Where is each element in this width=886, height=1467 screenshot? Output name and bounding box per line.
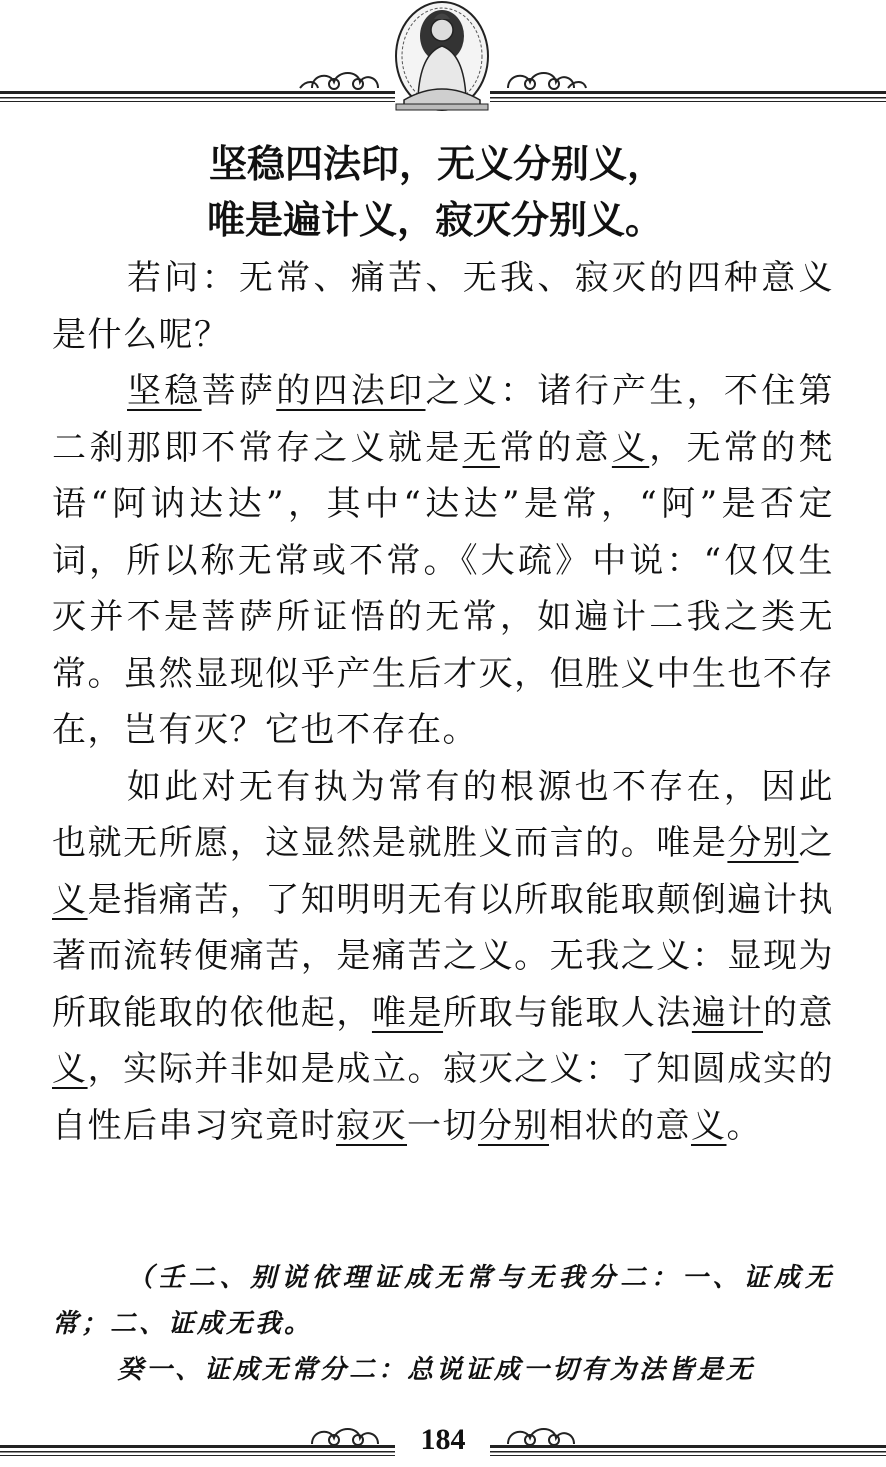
paragraph-four-seals: 坚稳菩萨的四法印之义：诸行产生，不住第二刹那即不常存之义就是无常的意义，无常的梵语“阿讷达达”，其中“达达”是常，“阿”是否定词，所以称无常或不常。《大疏》中说：“仅仅生灭并不是菩萨所证悟的无常，如遍计二我之类无常。虽然显现似乎产生后才灭，但胜义中生也不存在，岂有灭？它也不存在。 [52, 371, 835, 750]
cloud-scroll-left-icon [300, 73, 378, 89]
verse-line-2: 唯是遍计义，寂灭分别义。 [206, 198, 663, 242]
page-number: 184 [420, 1423, 466, 1456]
outline-heading-gui1: 癸一、证成无常分二：总说证成一切有为法皆是无 [117, 1355, 756, 1385]
paragraph-question: 若问：无常、痛苦、无我、寂灭的四种意义是什么呢？ [52, 258, 834, 355]
cloud-scroll-right-icon [508, 73, 586, 89]
header-ornament [0, 0, 886, 112]
paragraph-meanings: 如此对无有执为常有的根源也不存在，因此也就无所愿，这显然是就胜义而言的。唯是分别之义是指痛苦，了知明明无有以所取能取颠倒遍计执著而流转便痛苦，是痛苦之义。无我之义：显现为所取能取的依他起，唯是所取与能取人法遍计的意义，实际并非如是成立。寂灭之义：了知圆成实的自性后串习究竟时寂灭一切分别相状的意义。 [52, 766, 835, 1146]
body-text [52, 250, 834, 1154]
buddha-figure-icon [396, 2, 488, 110]
outline-heading-ren2: （壬二、别说依理证成无常与无我分二：一、证成无常；二、证成无我。 [52, 1263, 834, 1339]
header-rule-left [0, 91, 395, 102]
header-rule-right [490, 91, 886, 102]
verse-line-1: 坚稳四法印，无义分别义， [208, 142, 665, 186]
